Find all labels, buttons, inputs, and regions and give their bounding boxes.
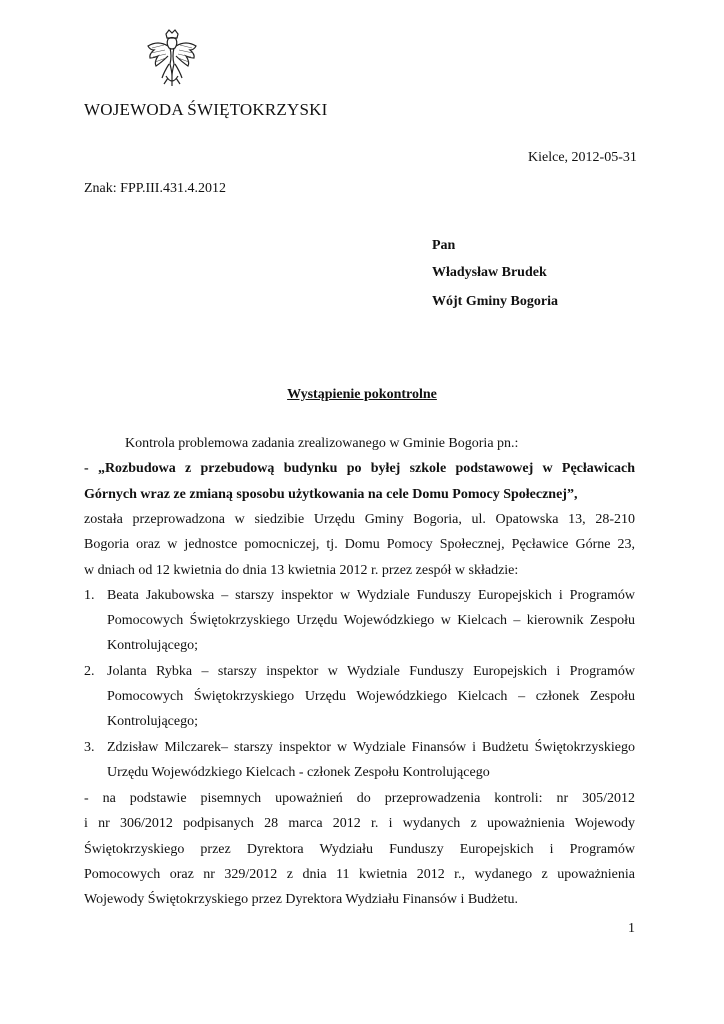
page-number: 1 xyxy=(628,921,635,936)
paragraph-line: Wojewody Świętokrzyskiego przez Dyrektora Wydziału Finansów i Budżetu. xyxy=(84,892,518,907)
list-item-line: Urzędu Wojewódzkiego Kielcach - członek Zespołu Kontrolującego xyxy=(107,765,490,780)
list-item-line: Beata Jakubowska – starszy inspektor w Wydziale Funduszy Europejskich i Programów xyxy=(107,588,635,603)
addressee-salutation: Pan xyxy=(432,238,456,253)
list-item-line: Jolanta Rybka – starszy inspektor w Wydziale Funduszy Europejskich i Programów xyxy=(107,664,635,679)
paragraph-line: w dniach od 12 kwietnia do dnia 13 kwietnia 2012 r. przez zespół w składzie: xyxy=(84,563,519,578)
list-item-number: 2. xyxy=(84,664,95,679)
task-title-line2: Górnych wraz ze zmianą sposobu użytkowania na cele Domu Pomocy Społecznej”, xyxy=(84,487,578,502)
list-item-line: Kontrolującego; xyxy=(107,714,198,729)
list-item-number: 3. xyxy=(84,740,95,755)
list-item-line: Zdzisław Milczarek– starszy inspektor w Wydziale Finansów i Budżetu Świętokrzyskiego xyxy=(107,740,635,755)
paragraph-line: została przeprowadzona w siedzibie Urzędu Gminy Bogoria, ul. Opatowska 13, 28-210 xyxy=(84,512,635,527)
place-date: Kielce, 2012-05-31 xyxy=(528,150,637,165)
intro-line: Kontrola problemowa zadania zrealizowanego w Gminie Bogoria pn.: xyxy=(125,436,519,451)
addressee-name: Władysław Brudek xyxy=(432,265,547,280)
list-item-number: 1. xyxy=(84,588,95,603)
paragraph-line: Świętokrzyskiego przez Dyrektora Wydziału Funduszy Europejskich i Programów xyxy=(84,842,635,857)
authority-title: WOJEWODA ŚWIĘTOKRZYSKI xyxy=(84,100,328,119)
paragraph-line: Bogoria oraz w jednostce pomocniczej, tj. Domu Pomocy Społecznej, Pęcławice Górne 23, xyxy=(84,537,635,552)
addressee-position: Wójt Gminy Bogoria xyxy=(432,294,558,309)
document-subject: Wystąpienie pokontrolne xyxy=(287,387,437,402)
task-title-line1: - „Rozbudowa z przebudową budynku po byłej szkole podstawowej w Pęcławicach xyxy=(84,461,635,476)
paragraph-line: Pomocowych oraz nr 329/2012 z dnia 11 kwietnia 2012 r., wydanego z upoważnienia xyxy=(84,867,635,882)
reference-number: Znak: FPP.III.431.4.2012 xyxy=(84,181,226,196)
paragraph-line: i nr 306/2012 podpisanych 28 marca 2012 r. i wydanych z upoważnienia Wojewody xyxy=(84,816,635,831)
list-item-line: Kontrolującego; xyxy=(107,638,198,653)
eagle-emblem-icon xyxy=(140,26,204,90)
list-item-line: Pomocowych Świętokrzyskiego Urzędu Wojewódzkiego w Kielcach – kierownik Zespołu xyxy=(107,613,635,628)
list-item-line: Pomocowych Świętokrzyskiego Urzędu Wojewódzkiego Kielcach – członek Zespołu xyxy=(107,689,635,704)
paragraph-line: - na podstawie pisemnych upoważnień do przeprowadzenia kontroli: nr 305/2012 xyxy=(84,791,635,806)
